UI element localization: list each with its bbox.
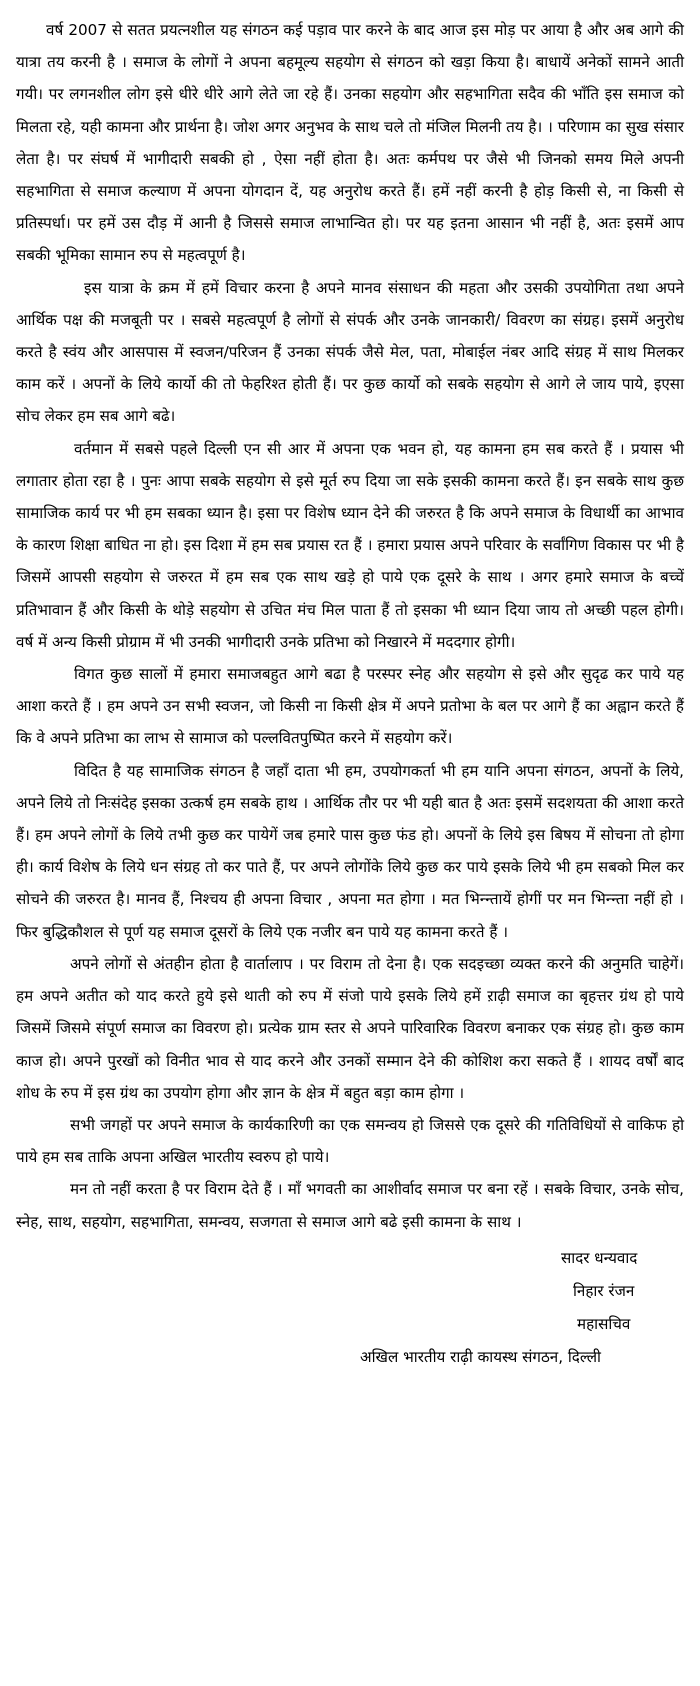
paragraph-7: सभी जगहों पर अपने समाज के कार्यकारिणी का एक समन्वय हो जिससे एक दूसरे की गतिविधियों से वाकिफ हो पाये हम सब ताकि अपना अखिल भारतीय स्वरुप हो पाये। — [16, 1115, 684, 1167]
signatory-designation: महासचिव — [577, 1314, 631, 1333]
paragraph-4: विगत कुछ सालों में हमारा समाजबहुत आगे बढा है परस्पर स्नेह और सहयोग से इसे और सुदृढ कर पाये यह आशा करते हैं । हम अपने उन सभी स्वजन, जो किसी ना किसी क्षेत्र में अपने प्रतोभा के बल पर आगे हैं का अह्वान करते हैं कि वे अपने प्रतिभा का लाभ से सामाज को पल्लवितपुष्पित करने में सहयोग करें। — [16, 665, 684, 748]
paragraph-1: वर्ष 2007 से सतत प्रयत्नशील यह संगठन कई पड़ाव पार करने के बाद आज इस मोड़ पर आया है और अब आगे की यात्रा तय करनी है । समाज के लोगों ने अपना बहमूल्य सहयोग से संगठन को खड़ा किया है। बाधायें अनेकों सामने आती गयी। पर लगनशील लोग इसे धीरे धीरे आगे लेते जा रहे हैं। उनका सहयोग और सहभागिता सदैव की भाँति इस समाज को मिलता रहे, यही कामना और प्रार्थना है। जोश अगर अनुभव के साथ चले तो मंजिल मिलनी तय है। । परिणाम का सुख संसार लेता है। पर संघर्ष में भागीदारी सबकी हो , ऐसा नहीं होता है। अतः कर्मपथ पर जैसे भी जिनको समय मिले अपनी सहभागिता से समाज कल्याण में अपना योगदान दें, यह अनुरोध करते हैं। हमें नहीं करनी है होड़ किसी से, ना किसी से प्रतिस्पर्धा। पर हमें उस दौड़ में आनी है जिससे समाज लाभान्वित हो। पर यह इतना आसान भी नहीं है, अतः इसमें आप सबकी भूमिका सामान रुप से महत्वपूर्ण है। — [16, 21, 684, 265]
signature-block — [16, 1242, 684, 1374]
letter-page — [16, 14, 684, 1374]
closing-text: सादर धन्यवाद — [561, 1248, 638, 1267]
paragraph-3: वर्तमान में सबसे पहले दिल्ली एन सी आर में अपना एक भवन हो, यह कामना हम सब करते हैं । प्रयास भी लगातार होता रहा है । पुनः आपा सबके सहयोग से इसे मूर्त रुप दिया जा सके इसकी कामना करते हैं। इन सबके साथ कुछ सामाजिक कार्य पर भी हम सबका ध्यान है। इसा पर विशेष ध्यान देने की जरुरत है कि अपने समाज के विधार्थी का आभाव के कारण शिक्षा बाधित ना हो। इस दिशा में हम सब प्रयास रत हैं । हमारा प्रयास अपने परिवार के सर्वांगिण विकास पर भी है जिसमें आपसी सहयोग से जरुरत में हम सब एक साथ खड़े हो पाये एक दूसरे के साथ । अगर हमारे समाज के बच्चें प्रतिभावान हैं और किसी के थोड़े सहयोग से उचित मंच मिल पाता हैं तो इसका भी ध्यान दिया जाय तो अच्छी पहल होगी। वर्ष में अन्य किसी प्रोग्राम में भी उनकी भागीदारी उनके प्रतिभा को निखारने में मददगार होगी। — [16, 439, 684, 651]
paragraph-5: विदित है यह सामाजिक संगठन है जहाँ दाता भी हम, उपयोगकर्ता भी हम यानि अपना संगठन, अपनों के लिये, अपने लिये तो निःसंदेह इसका उत्कर्ष हम सबके हाथ । आर्थिक तौर पर भी यही बात है अतः इसमें सदशयता की आशा करते हैं। हम अपने लोगों के लिये तभी कुछ कर पायेगें जब हमारे पास कुछ फंड हो। अपनों के लिये इस बिषय में सोचना तो होगा ही। कार्य विशेष के लिये धन संग्रह तो कर पाते हैं, पर अपने लोगोंके लिये कुछ कर पाये इसके लिये भी हम सबको मिल कर सोचने की जरुरत है। मानव हैं, निश्चय ही अपना विचार , अपना मत होगा । मत भिन्न्तायें होगीं पर मन भिन्न्ता नहीं हो । फिर बुद्धिकौशल से पूर्ण यह समाज दूसरों के लिये एक नजीर बन पाये यह कामना करते हैं । — [16, 761, 684, 941]
paragraph-2: इस यात्रा के क्रम में हमें विचार करना है अपने मानव संसाधन की महता और उसकी उपयोगिता तथा अपने आर्थिक पक्ष की मजबूती पर । सबसे महत्वपूर्ण है लोगों से संपर्क और उनके जानकारी/ विवरण का संग्रह। इसमें अनुरोध करते है स्वंय और आसपास में स्वजन/परिजन हैं उनका संपर्क जैसे मेल, पता, मोबाईल नंबर आदि संग्रह में साथ मिलकर काम करें । अपनों के लिये कार्यो की तो फेहरिश्त होती हैं। पर कुछ कार्यो को सबके सहयोग से आगे ले जाय पाये, इएसा सोच लेकर हम सब आगे बढे। — [16, 278, 684, 426]
letter-body — [16, 14, 684, 1238]
paragraph-8: मन तो नहीं करता है पर विराम देते हैं । माँ भगवती का आशीर्वाद समाज पर बना रहें । सबके विचार, उनके सोच, स्नेह, साथ, सहयोग, सहभागिता, समन्वय, सजगता से समाज आगे बढे इसी कामना के साथ । — [16, 1180, 684, 1231]
signatory-name: निहार रंजन — [573, 1281, 635, 1300]
paragraph-6: अपने लोगों से अंतहीन होता है वार्तालाप । पर विराम तो देना है। एक सदइच्छा व्यक्त करने की अनुमति चाहेगें। हम अपने अतीत को याद करते हुये इसे थाती को रुप में संजो पाये इसके लिये हमें ऱाढ़ी समाज का बृहत्तर ग्रंथ हो पाये जिसमें जिसमे संपूर्ण समाज का विवरण हो। प्रत्येक ग्राम स्तर से अपने पारिवारिक विवरण बनाकर एक संग्रह हो। कुछ काम काज हो। अपने पुरखों को विनीत भाव से याद करने और उनकों सम्मान देने की कोशिश करा सकते हैं । शायद वर्षों बाद शोध के रुप में इस ग्रंथ का उपयोग होगा और ज्ञान के क्षेत्र में बहुत बड़ा काम होगा । — [16, 954, 684, 1102]
organization-name: अखिल भारतीय राढ़ी कायस्थ संगठन, दिल्ली — [360, 1347, 601, 1366]
